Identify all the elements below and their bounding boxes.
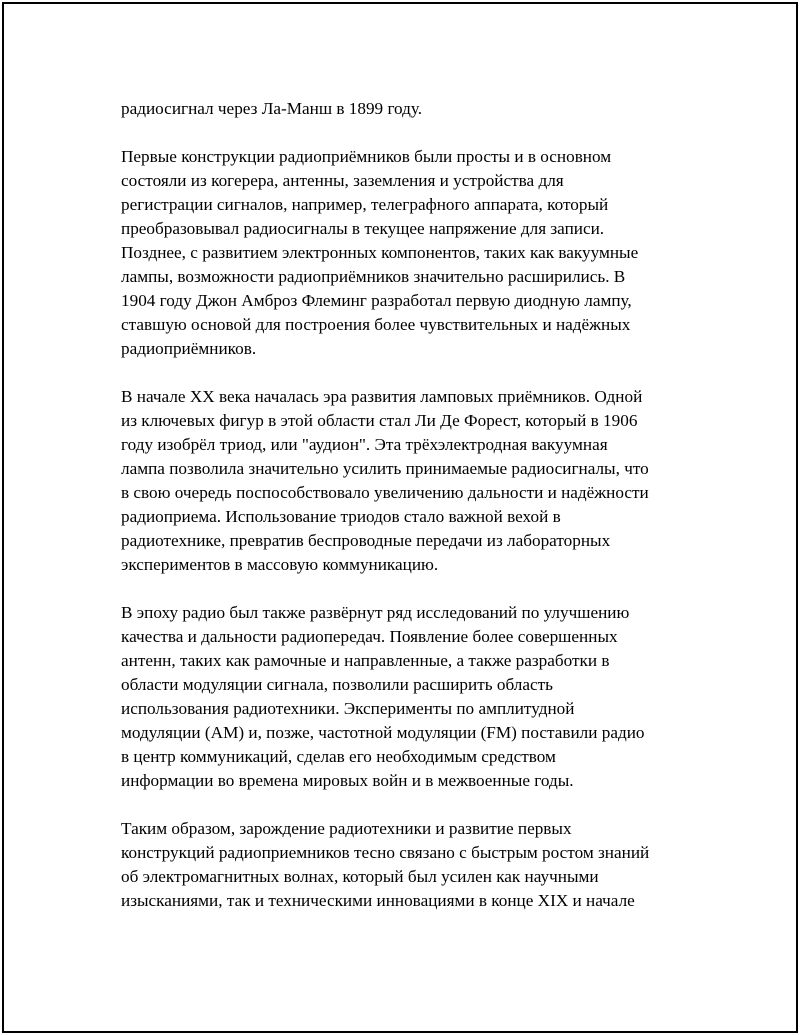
text-line: экспериментов в массовую коммуникацию.: [121, 555, 439, 574]
text-line: В эпоху радио был также развёрнут ряд исследований по улучшению: [121, 603, 630, 622]
text-line: лампы, возможности радиоприёмников значительно расширились. В: [121, 267, 626, 286]
text-line: области модуляции сигнала, позволили расширить область: [121, 675, 553, 694]
text-line: состояли из когерера, антенны, заземления и устройства для: [121, 171, 564, 190]
paragraph-2: [121, 145, 701, 361]
text-line: изысканиями, так и техническими инновациями в конце XIX и начале: [121, 891, 635, 910]
text-line: В начале XX века началась эра развития ламповых приёмников. Одной: [121, 387, 643, 406]
paragraph-3: [121, 385, 701, 577]
text-line: радиосигнал через Ла-Манш в 1899 году.: [121, 99, 423, 118]
text-line: в центр коммуникаций, сделав его необходимым средством: [121, 747, 556, 766]
text-line: регистрации сигналов, например, телеграфного аппарата, который: [121, 195, 609, 214]
text-line: Первые конструкции радиоприёмников были просты и в основном: [121, 147, 612, 166]
text-line: качества и дальности радиопередач. Появление более совершенных: [121, 627, 618, 646]
paragraph-4: [121, 601, 701, 793]
text-line: радиоприема. Использование триодов стало важной вехой в: [121, 507, 561, 526]
text-line: использования радиотехники. Эксперименты по амплитудной: [121, 699, 575, 718]
text-line: из ключевых фигур в этой области стал Ли Де Форест, который в 1906: [121, 411, 638, 430]
text-line: об электромагнитных волнах, который был усилен как научными: [121, 867, 599, 886]
text-line: лампа позволила значительно усилить принимаемые радиосигналы, что: [121, 459, 649, 478]
text-line: модуляции (AM) и, позже, частотной модуляции (FM) поставили радио: [121, 723, 645, 742]
text-line: преобразовывал радиосигналы в текущее напряжение для записи.: [121, 219, 605, 238]
text-line: радиотехнике, превратив беспроводные передачи из лабораторных: [121, 531, 611, 550]
text-line: Позднее, с развитием электронных компонентов, таких как вакуумные: [121, 243, 639, 262]
text-line: году изобрёл триод, или "аудион". Эта трёхэлектродная вакуумная: [121, 435, 608, 454]
document-page: [2, 2, 798, 1033]
text-line: конструкций радиоприемников тесно связано с быстрым ростом знаний: [121, 843, 650, 862]
text-line: 1904 году Джон Амброз Флеминг разработал первую диодную лампу,: [121, 291, 632, 310]
paragraph-5: [121, 817, 701, 913]
text-line: в свою очередь поспособствовало увеличению дальности и надёжности: [121, 483, 649, 502]
text-line: ставшую основой для построения более чувствительных и надёжных: [121, 315, 631, 334]
paragraph-1: [121, 97, 701, 121]
text-line: информации во времена мировых войн и в межвоенные годы.: [121, 771, 574, 790]
text-line: антенн, таких как рамочные и направленные, а также разработки в: [121, 651, 610, 670]
text-line: радиоприёмников.: [121, 339, 257, 358]
document-body: [121, 97, 701, 937]
text-line: Таким образом, зарождение радиотехники и развитие первых: [121, 819, 572, 838]
